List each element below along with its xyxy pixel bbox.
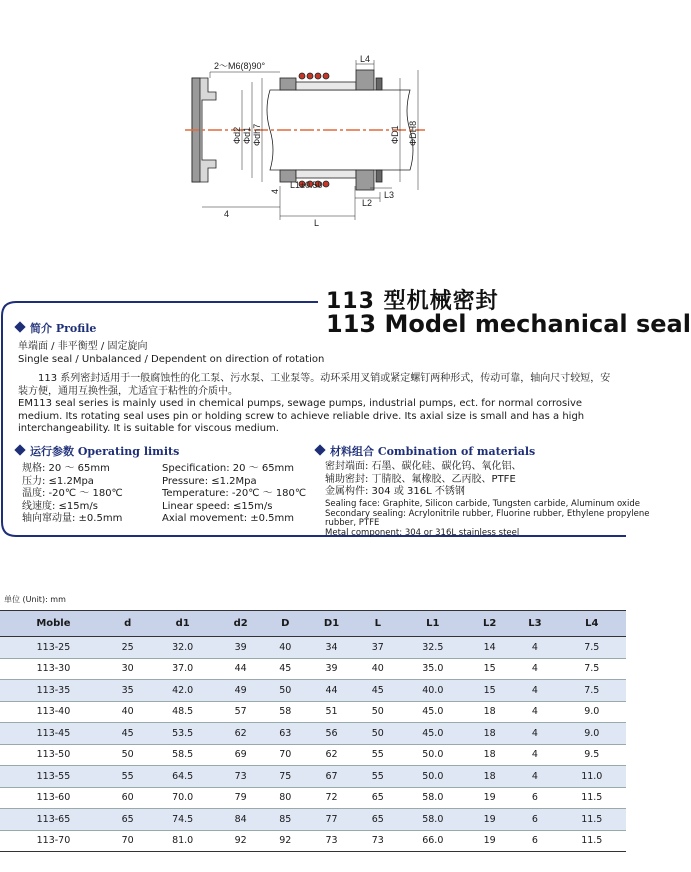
table-cell: 30 (107, 658, 149, 680)
limit-spec-en: Specification: 20 ～ 65mm (162, 463, 295, 474)
table-cell: 45.0 (399, 701, 467, 723)
materials-heading-cn: 材料组合 (330, 445, 374, 458)
limit-pressure-cn: 压力: ≤1.2Mpa (22, 475, 94, 487)
table-cell: 37 (357, 637, 399, 659)
table-cell: 66.0 (399, 830, 467, 852)
table-cell: 18 (467, 744, 512, 766)
material-metal-cn: 金属构件: 304 或 316L 不锈钢 (325, 486, 465, 497)
column-header: L (357, 611, 399, 637)
table-cell: 50 (264, 680, 306, 702)
table-cell: 45 (107, 723, 149, 745)
table-cell: 32.5 (399, 637, 467, 659)
limits-heading (16, 443, 179, 459)
table-cell: 77 (306, 809, 357, 831)
table-row (0, 658, 626, 680)
table-cell: 58.5 (148, 744, 216, 766)
limits-list-cn (22, 463, 123, 526)
limits-heading-cn: 运行参数 (30, 445, 74, 458)
D-label: ΦDH8 (408, 120, 418, 146)
title-english: 113 Model mechanical seal (326, 310, 691, 338)
table-cell: 49 (217, 680, 265, 702)
profile-heading-en: Profile (55, 322, 97, 335)
table-cell: 69 (217, 744, 265, 766)
table-cell: 113-50 (0, 744, 107, 766)
table-cell: 113-60 (0, 787, 107, 809)
table-row (0, 809, 626, 831)
table-cell: 74.5 (148, 809, 216, 831)
spec-table (0, 610, 626, 852)
table-cell: 44 (306, 680, 357, 702)
material-face-cn: 密封端面: 石墨、碳化硅、碳化钨、氧化铝、 (325, 461, 522, 472)
table-cell: 15 (467, 658, 512, 680)
thread-label: 2～M6(8)90° (214, 61, 266, 71)
table-cell: 9.5 (558, 744, 626, 766)
title-chinese: 113 型机械密封 (326, 289, 499, 314)
table-cell: 6 (512, 787, 557, 809)
table-cell: 34 (306, 637, 357, 659)
column-header: L4 (558, 611, 626, 637)
table-cell: 15 (467, 680, 512, 702)
profile-description (18, 373, 618, 436)
table-cell: 40.0 (399, 680, 467, 702)
table-cell: 113-30 (0, 658, 107, 680)
table-row (0, 723, 626, 745)
table-cell: 113-65 (0, 809, 107, 831)
limit-spec-cn: 规格: 20 ～ 65mm (22, 463, 110, 474)
seal-technical-drawing (180, 52, 460, 230)
d1-label: Φd1 (242, 126, 252, 144)
table-cell: 40 (264, 637, 306, 659)
table-cell: 4 (512, 723, 557, 745)
column-header: L3 (512, 611, 557, 637)
column-header: L1 (399, 611, 467, 637)
materials-list-cn (325, 461, 522, 499)
table-cell: 45 (264, 658, 306, 680)
table-cell: 50 (107, 744, 149, 766)
table-cell: 56 (306, 723, 357, 745)
table-cell: 55 (107, 766, 149, 788)
table-cell: 37.0 (148, 658, 216, 680)
table-row (0, 637, 626, 659)
table-cell: 113-40 (0, 701, 107, 723)
diamond-icon (14, 321, 25, 332)
column-header: D1 (306, 611, 357, 637)
table-cell: 70 (107, 830, 149, 852)
limit-speed-cn: 线速度: ≤15m/s (22, 500, 98, 512)
table-cell: 18 (467, 701, 512, 723)
materials-list-en (325, 500, 650, 538)
table-cell: 73 (306, 830, 357, 852)
table-cell: 70.0 (148, 787, 216, 809)
unit-label: 单位 (Unit): mm (4, 595, 66, 604)
table-cell: 72 (306, 787, 357, 809)
table-row (0, 830, 626, 852)
table-cell: 80 (264, 787, 306, 809)
table-cell: 7.5 (558, 658, 626, 680)
column-header: D (264, 611, 306, 637)
table-cell: 55 (357, 744, 399, 766)
table-row (0, 680, 626, 702)
table-cell: 58.0 (399, 787, 467, 809)
profile-heading-cn: 简介 (30, 322, 52, 335)
column-header: d2 (217, 611, 265, 637)
D1-label: ΦD1 (390, 125, 400, 144)
material-metal-en: Metal component: 304 or 316L stainless steel (325, 527, 520, 538)
table-cell: 11.5 (558, 787, 626, 809)
table-cell: 113-70 (0, 830, 107, 852)
table-cell: 35.0 (399, 658, 467, 680)
table-cell: 4 (512, 680, 557, 702)
table-cell: 7.5 (558, 637, 626, 659)
table-cell: 39 (306, 658, 357, 680)
table-cell: 62 (306, 744, 357, 766)
table-cell: 64.5 (148, 766, 216, 788)
l1-label: L1±0.50 (290, 180, 323, 190)
table-cell: 81.0 (148, 830, 216, 852)
table-cell: 113-25 (0, 637, 107, 659)
table-cell: 55 (357, 766, 399, 788)
materials-heading (316, 443, 535, 459)
table-cell: 50 (357, 723, 399, 745)
limit-temperature-en: Temperature: -20℃ ～ 180℃ (162, 488, 307, 499)
table-cell: 4 (512, 744, 557, 766)
table-cell: 67 (306, 766, 357, 788)
limit-pressure-en: Pressure: ≤1.2Mpa (162, 475, 257, 487)
table-header-row (0, 611, 626, 637)
table-cell: 53.5 (148, 723, 216, 745)
l2-label: L2 (362, 198, 373, 208)
table-cell: 11.5 (558, 830, 626, 852)
table-cell: 113-35 (0, 680, 107, 702)
profile-type-en: Single seal / Unbalanced / Dependent on direction of rotation (18, 354, 325, 365)
table-cell: 4 (512, 637, 557, 659)
table-cell: 45 (357, 680, 399, 702)
dh7-label: Φdh7 (252, 123, 262, 146)
table-cell: 84 (217, 809, 265, 831)
table-body (0, 637, 626, 852)
table-cell: 11.5 (558, 809, 626, 831)
description-en: EM113 seal series is mainly used in chemical pumps, sewage pumps, industrial pumps, ect. for normal corrosive medium. Its rotating seal uses pin or holding screw to achieve reliable drive. Its axial size is small and has a high interchangeability. It is suitable for viscous medium. (18, 398, 585, 434)
table-row (0, 744, 626, 766)
table-cell: 85 (264, 809, 306, 831)
table-cell: 50.0 (399, 766, 467, 788)
table-cell: 6 (512, 830, 557, 852)
table-cell: 57 (217, 701, 265, 723)
table-cell: 113-45 (0, 723, 107, 745)
table-cell: 65 (357, 787, 399, 809)
limit-speed-en: Linear speed: ≤15m/s (162, 500, 273, 512)
table-cell: 4 (512, 658, 557, 680)
table-cell: 50 (357, 701, 399, 723)
table-cell: 92 (264, 830, 306, 852)
table-cell: 9.0 (558, 723, 626, 745)
l3-label: L3 (384, 190, 395, 200)
table-cell: 42.0 (148, 680, 216, 702)
four-a-label: 4 (270, 188, 280, 194)
table-cell: 62 (217, 723, 265, 745)
table-cell: 32.0 (148, 637, 216, 659)
table-cell: 40 (107, 701, 149, 723)
material-secondary-cn: 辅助密封: 丁腈胶、氟橡胶、乙丙胶、PTFE (325, 473, 516, 485)
materials-heading-en: Combination of materials (377, 445, 536, 458)
table-cell: 19 (467, 787, 512, 809)
table-cell: 92 (217, 830, 265, 852)
table-cell: 19 (467, 830, 512, 852)
limit-axial-cn: 轴向窜动量: ±0.5mm (22, 513, 123, 524)
profile-type-cn: 单端面 / 非平衡型 / 固定旋向 (18, 341, 148, 352)
table-cell: 51 (306, 701, 357, 723)
material-face-en: Sealing face: Graphite, Silicon carbide, Tungsten carbide, Aluminum oxide (325, 499, 640, 509)
limit-temperature-cn: 温度: -20℃ ～ 180℃ (22, 488, 123, 499)
limits-heading-en: Operating limits (77, 445, 180, 458)
table-cell: 14 (467, 637, 512, 659)
L-label: L (314, 218, 320, 228)
table-cell: 25 (107, 637, 149, 659)
table-cell: 4 (512, 766, 557, 788)
l4-label: L4 (360, 54, 371, 64)
table-cell: 7.5 (558, 680, 626, 702)
table-row (0, 701, 626, 723)
table-cell: 19 (467, 809, 512, 831)
table-row (0, 766, 626, 788)
profile-heading (16, 320, 96, 336)
table-cell: 60 (107, 787, 149, 809)
table-cell: 63 (264, 723, 306, 745)
table-cell: 11.0 (558, 766, 626, 788)
table-cell: 70 (264, 744, 306, 766)
table-cell: 50.0 (399, 744, 467, 766)
table-cell: 48.5 (148, 701, 216, 723)
column-header: d (107, 611, 149, 637)
table-cell: 39 (217, 637, 265, 659)
table-row (0, 787, 626, 809)
diamond-icon (314, 444, 325, 455)
table-cell: 4 (512, 701, 557, 723)
table-cell: 58 (264, 701, 306, 723)
table-cell: 73 (217, 766, 265, 788)
table-cell: 6 (512, 809, 557, 831)
table-cell: 79 (217, 787, 265, 809)
table-cell: 65 (357, 809, 399, 831)
table-cell: 18 (467, 723, 512, 745)
material-secondary-en-cont: rubber, PTFE (325, 518, 380, 528)
column-header: d1 (148, 611, 216, 637)
diamond-icon (14, 444, 25, 455)
table-cell: 65 (107, 809, 149, 831)
table-cell: 58.0 (399, 809, 467, 831)
column-header: L2 (467, 611, 512, 637)
table-cell: 73 (357, 830, 399, 852)
limits-list-en (162, 463, 306, 526)
table-cell: 75 (264, 766, 306, 788)
description-cn: 113 系列密封适用于一般腐蚀性的化工泵、污水泵、工业泵等。动环采用叉销或紧定螺钉两种形式，传动可靠，轴向尺寸较短，安装方便，通用互换性强，尤适宜于粘性的介质中。 (18, 373, 611, 397)
table-cell: 18 (467, 766, 512, 788)
four-b-label: 4 (224, 209, 230, 219)
limit-axial-en: Axial movement: ±0.5mm (162, 513, 295, 524)
d2-label: Φd2 (232, 126, 242, 144)
table-cell: 44 (217, 658, 265, 680)
column-header: Moble (0, 611, 107, 637)
table-cell: 35 (107, 680, 149, 702)
material-secondary-en: Secondary sealing: Acrylonitrile rubber, Fluorine rubber, Ethylene propylene (325, 508, 650, 519)
table-cell: 40 (357, 658, 399, 680)
table-cell: 9.0 (558, 701, 626, 723)
table-cell: 45.0 (399, 723, 467, 745)
table-cell: 113-55 (0, 766, 107, 788)
